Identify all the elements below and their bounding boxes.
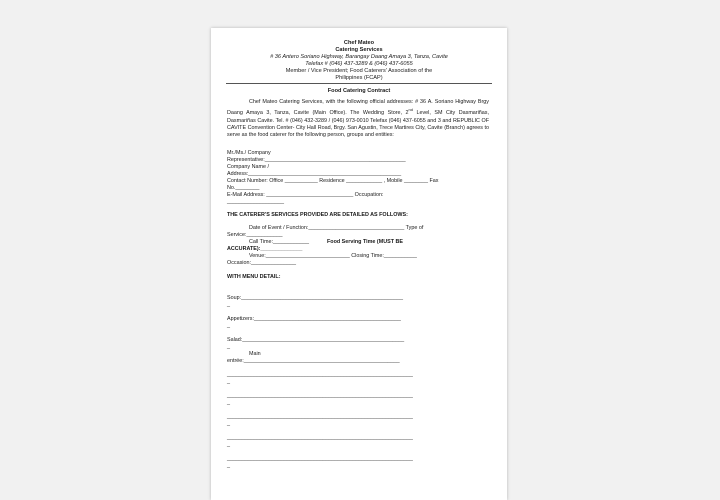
menu-salad-dash: _ bbox=[227, 344, 230, 350]
menu-blank-line-4: ______________________________________________________________ bbox=[227, 435, 413, 441]
intro-part2: Level, SM City Dasmariñas, Dasmariñas Cavite. Tel. # (046) 432-3289 / (046) 973-0010 Telefax (046) 437-6055 and 3 and REPUBLIC OF CAVITE Convention Center- City Hall Road, Brgy. San Agustin, Trece Martires City, Cavite (Branch) agrees to serve as the food caterer for the following person, groups and entities: bbox=[227, 110, 489, 139]
menu-appetizers: Appetizers:_________________________________________________ bbox=[227, 316, 401, 322]
menu-blank-line-3: ______________________________________________________________ bbox=[227, 414, 413, 420]
services-type: Service:____________ bbox=[227, 232, 283, 238]
client-address: Address:___________________________________________________ bbox=[227, 171, 402, 177]
services-occasion: Occasion:_______________ bbox=[227, 260, 296, 266]
menu-blank-line-5: ______________________________________________________________ bbox=[227, 456, 413, 462]
client-company-name: Company Name / bbox=[227, 164, 269, 170]
menu-blank-line-2: ______________________________________________________________ bbox=[227, 393, 413, 399]
intro-paragraph bbox=[227, 99, 489, 140]
header-divider bbox=[226, 83, 492, 84]
menu-blank-dash-5: _ bbox=[227, 463, 230, 469]
services-date: Date of Event / Function:________________________________ Type of bbox=[249, 225, 424, 231]
menu-salad: Salad:______________________________________________________ bbox=[227, 337, 405, 343]
contract-title: Food Catering Contract bbox=[327, 88, 391, 94]
header-telefax: Telefax # (046) 437-3289 & (046) 437-6055 bbox=[305, 61, 413, 67]
menu-blank-dash-1: _ bbox=[227, 379, 230, 385]
menu-blank-dash-3: _ bbox=[227, 421, 230, 427]
client-mr-ms: Mr./Ms./ Company bbox=[227, 150, 271, 156]
header-company: Catering Services bbox=[335, 47, 383, 53]
header-name: Chef Mateo bbox=[343, 40, 375, 46]
header-address: # 36 Antero Soriano Highway, Barangay Daang Amaya 3, Tanza, Cavite bbox=[270, 54, 448, 60]
client-contact: Contact Number: Office ___________ Residence ____________ , Mobile ________ Fax bbox=[227, 178, 439, 184]
header-member-line1: Member / Vice President; Food Caterers' Association of the bbox=[285, 68, 433, 74]
menu-blank-dash-2: _ bbox=[227, 400, 230, 406]
client-email-cont: ___________________ bbox=[227, 199, 284, 205]
services-call-time: Call Time:____________ bbox=[249, 239, 309, 245]
menu-blank-line-1: ______________________________________________________________ bbox=[227, 372, 413, 378]
intro-sup: nd bbox=[408, 107, 413, 113]
menu-appetizers-dash: _ bbox=[227, 323, 230, 329]
header-member-line2: Philippines (FCAP) bbox=[335, 75, 383, 81]
menu-soup-dash: _ bbox=[227, 302, 230, 308]
client-representative: Representative:_______________________________________________ bbox=[227, 157, 406, 163]
menu-blank-dash-4: _ bbox=[227, 442, 230, 448]
document-page bbox=[211, 28, 507, 500]
services-heading: THE CATERER'S SERVICES PROVIDED ARE DETAILED AS FOLLOWS: bbox=[227, 212, 408, 218]
services-accurate: ACCURATE):______________ bbox=[227, 246, 303, 252]
menu-heading: WITH MENU DETAIL: bbox=[227, 274, 281, 280]
intro-part1: Chef Mateo Catering Services, with the following official addresses: # 36 A. Soriano Highway Brgy Daang Amaya 3, Tanza, Cavite (Main Office). The Wedding Store, 2 bbox=[227, 99, 489, 117]
menu-soup: Soup:______________________________________________________ bbox=[227, 295, 403, 301]
services-serving-time: Food Serving Time (MUST BE bbox=[327, 239, 403, 245]
client-email: E-Mail Address: _____________________________ Occupation: bbox=[227, 192, 384, 198]
menu-entree: entrée:____________________________________________________ bbox=[227, 358, 400, 364]
client-fax-no: No.________ bbox=[227, 185, 260, 191]
services-venue: Venue:____________________________ Closing Time:___________ bbox=[249, 253, 417, 259]
menu-main: Main bbox=[249, 351, 261, 357]
